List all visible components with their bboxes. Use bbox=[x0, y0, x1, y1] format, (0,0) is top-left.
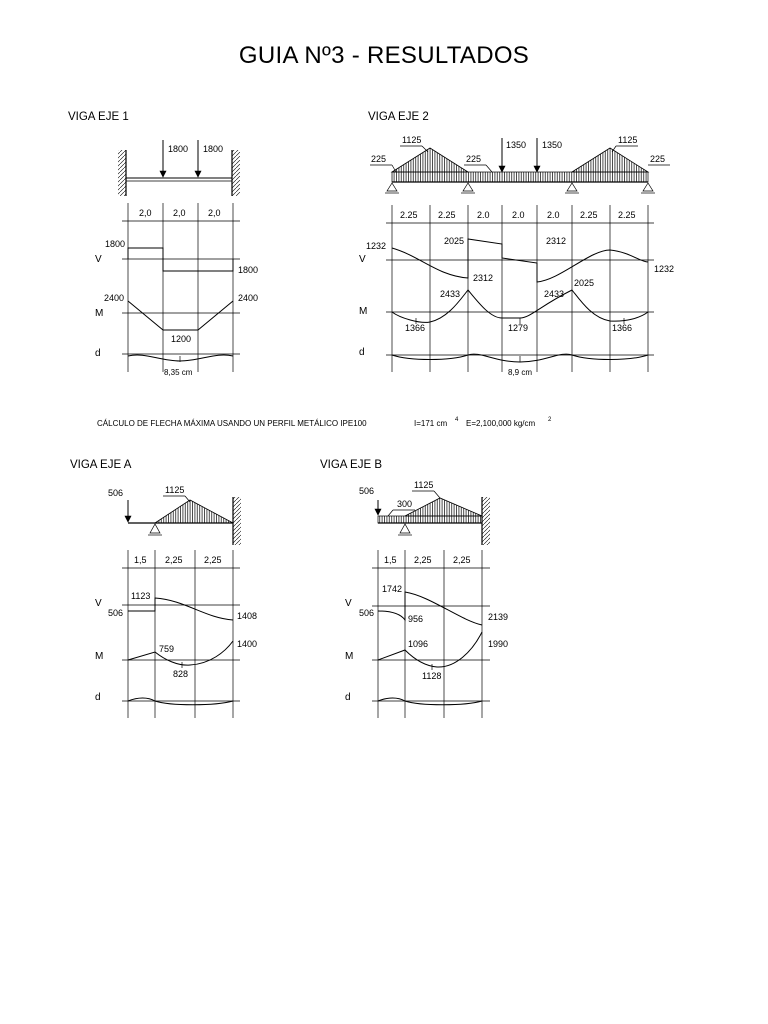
load-label: 1800 bbox=[168, 144, 189, 154]
shear-value: 2312 bbox=[546, 236, 567, 246]
moment-value: 1200 bbox=[171, 334, 192, 344]
load-label: 225 bbox=[650, 154, 666, 164]
span-label: 2.0 bbox=[512, 210, 525, 220]
load-label: 506 bbox=[108, 488, 124, 498]
shear-row-label: V bbox=[345, 598, 352, 609]
span-label: 2,0 bbox=[173, 208, 186, 218]
shear-value: 506 bbox=[359, 608, 375, 618]
distributed-load bbox=[378, 516, 482, 523]
pin-support bbox=[565, 183, 579, 193]
fixed-wall-right bbox=[233, 497, 241, 545]
fixed-wall-right bbox=[482, 497, 490, 545]
shear-value: 2312 bbox=[473, 273, 494, 283]
span-label: 1,5 bbox=[134, 555, 147, 565]
deflection-curve bbox=[378, 698, 482, 705]
shear-value: 506 bbox=[108, 608, 124, 618]
moment-value: 2433 bbox=[544, 289, 565, 299]
inertia-exponent: 4 bbox=[455, 417, 459, 423]
shear-diagram bbox=[128, 598, 233, 620]
beam-a-diagram bbox=[70, 459, 257, 718]
shear-row-label: V bbox=[95, 598, 102, 609]
moment-row-label: M bbox=[359, 306, 368, 317]
deflection-value: 8,35 cm bbox=[164, 368, 193, 377]
span-label: 2.0 bbox=[547, 210, 560, 220]
deflection-value: 8,9 cm bbox=[508, 368, 533, 377]
moment-value: 2433 bbox=[440, 289, 461, 299]
span-label: 2.25 bbox=[400, 210, 418, 220]
deflection-row-label: d bbox=[345, 692, 351, 703]
page-title: GUIA Nº3 - RESULTADOS bbox=[238, 42, 530, 69]
load-label: 1350 bbox=[542, 140, 563, 150]
moment-value: 1400 bbox=[237, 639, 258, 649]
pin-support bbox=[398, 524, 412, 535]
distributed-load bbox=[392, 172, 648, 182]
beam-1-title: VIGA EJE 1 bbox=[68, 111, 129, 123]
span-label: 2,25 bbox=[414, 555, 432, 565]
span-label: 2,25 bbox=[453, 555, 471, 565]
load-label: 1350 bbox=[506, 140, 527, 150]
moment-value: 1990 bbox=[488, 639, 509, 649]
shear-diagram bbox=[378, 592, 482, 625]
calculation-note bbox=[97, 417, 552, 428]
shear-value: 2025 bbox=[444, 236, 465, 246]
beam-a-title: VIGA EJE A bbox=[70, 459, 132, 471]
deflection-row-label: d bbox=[359, 347, 365, 358]
shear-value: 1408 bbox=[237, 611, 258, 621]
span-label: 2.0 bbox=[477, 210, 490, 220]
shear-diagram bbox=[128, 248, 233, 271]
pin-support bbox=[461, 183, 475, 193]
shear-value: 2025 bbox=[574, 278, 595, 288]
load-label: 300 bbox=[397, 499, 413, 509]
moment-value: 1096 bbox=[408, 639, 429, 649]
moment-diagram bbox=[378, 632, 482, 667]
shear-value: 1232 bbox=[654, 264, 675, 274]
load-label: 1125 bbox=[618, 135, 638, 145]
span-label: 2,0 bbox=[208, 208, 221, 218]
moment-value: 828 bbox=[173, 669, 189, 679]
triangular-load bbox=[572, 148, 648, 172]
deflection-row-label: d bbox=[95, 348, 101, 359]
load-label: 225 bbox=[371, 154, 387, 164]
shear-row-label: V bbox=[359, 254, 366, 265]
moment-row-label: M bbox=[95, 651, 104, 662]
span-label: 2,25 bbox=[204, 555, 222, 565]
fixed-wall-right bbox=[232, 150, 240, 196]
load-label: 1125 bbox=[165, 485, 185, 495]
elasticity-exponent: 2 bbox=[548, 417, 552, 423]
moment-value: 1366 bbox=[405, 323, 426, 333]
moment-row-label: M bbox=[95, 308, 104, 319]
load-label: 1800 bbox=[203, 144, 224, 154]
note-text: CÁLCULO DE FLECHA MÁXIMA USANDO UN PERFIL METÁLICO IPE100 bbox=[97, 419, 367, 428]
moment-value: 759 bbox=[159, 644, 175, 654]
shear-value: 1123 bbox=[131, 591, 151, 601]
moment-value: 1128 bbox=[422, 671, 442, 681]
span-label: 2,25 bbox=[165, 555, 183, 565]
shear-value: 1742 bbox=[382, 584, 403, 594]
deflection-curve bbox=[128, 698, 233, 705]
triangular-load bbox=[155, 500, 233, 523]
load-label: 506 bbox=[359, 486, 375, 496]
beam-b-diagram bbox=[320, 459, 508, 718]
shear-value: 956 bbox=[408, 614, 424, 624]
moment-diagram bbox=[392, 290, 648, 322]
beam-2-diagram bbox=[359, 111, 674, 377]
shear-value: 1800 bbox=[238, 265, 259, 275]
beam-2-title: VIGA EJE 2 bbox=[368, 111, 429, 123]
moment-diagram bbox=[128, 301, 233, 330]
shear-value: 1800 bbox=[105, 239, 126, 249]
triangular-load bbox=[392, 148, 468, 172]
elasticity-value: E=2,100,000 kg/cm bbox=[466, 419, 536, 428]
span-label: 1,5 bbox=[384, 555, 397, 565]
span-label: 2,0 bbox=[139, 208, 152, 218]
moment-value: 2400 bbox=[104, 293, 125, 303]
moment-value: 2400 bbox=[238, 293, 259, 303]
inertia-value: I=171 cm bbox=[414, 419, 448, 428]
pin-support bbox=[385, 183, 399, 193]
load-label: 1125 bbox=[414, 480, 434, 490]
beam-b-title: VIGA EJE B bbox=[320, 459, 382, 471]
shear-value: 2139 bbox=[488, 612, 509, 622]
load-label: 1125 bbox=[402, 135, 422, 145]
span-label: 2.25 bbox=[438, 210, 456, 220]
span-label: 2.25 bbox=[580, 210, 598, 220]
moment-row-label: M bbox=[345, 651, 354, 662]
span-label: 2.25 bbox=[618, 210, 636, 220]
load-label: 225 bbox=[466, 154, 482, 164]
fixed-wall-left bbox=[118, 150, 126, 196]
shear-value: 1232 bbox=[366, 241, 387, 251]
triangular-load bbox=[405, 498, 482, 516]
deflection-row-label: d bbox=[95, 692, 101, 703]
moment-diagram bbox=[128, 641, 233, 665]
moment-value: 1366 bbox=[612, 323, 633, 333]
moment-value: 1279 bbox=[508, 323, 529, 333]
deflection-curve bbox=[128, 355, 233, 361]
shear-row-label: V bbox=[95, 254, 102, 265]
beam-1-diagram bbox=[68, 111, 258, 377]
pin-support bbox=[641, 183, 655, 193]
pin-support bbox=[148, 524, 162, 535]
shear-diagram bbox=[392, 239, 648, 282]
